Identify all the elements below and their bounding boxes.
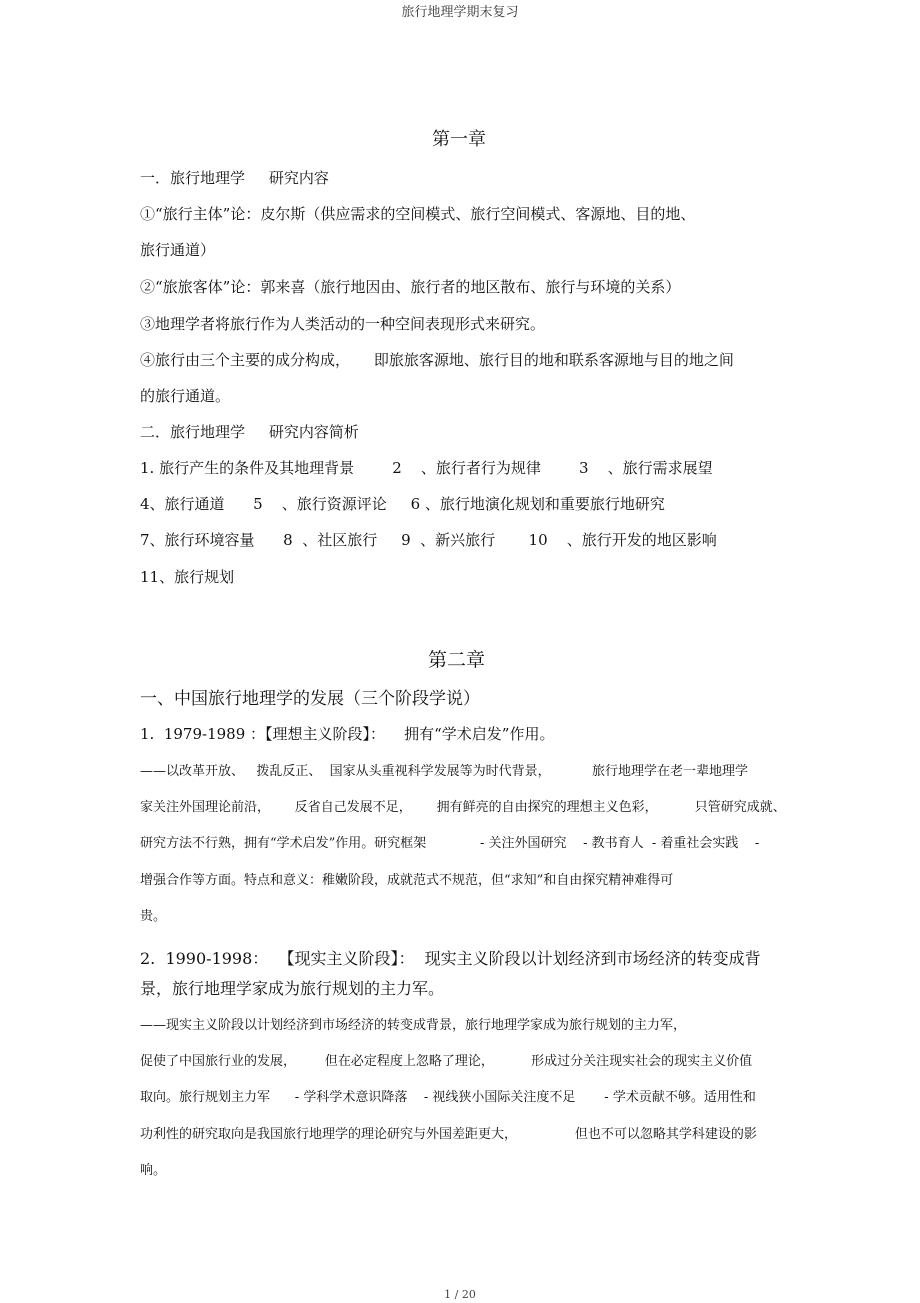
paragraph-line: ②“旅旅客体”论：郭来喜（旅行地因由、旅行者的地区散布、旅行与环境的关系） bbox=[140, 278, 681, 296]
paragraph-line: 的旅行通道。 bbox=[140, 387, 231, 405]
paragraph-line: 旅行通道） bbox=[140, 241, 216, 259]
page-number: 1 / 20 bbox=[444, 1288, 476, 1301]
paragraph-line: 贵。 bbox=[140, 909, 167, 924]
list-line: 1. 旅行产生的条件及其地理背景 2 、旅行者行为规律 3 、旅行需求展望 bbox=[140, 459, 713, 477]
paragraph-line: 取向。旅行规划主力军 - 学科学术意识降落 - 视线狭小国际关注度不足 - 学术贡献不够。适用性和 bbox=[140, 1090, 756, 1105]
paragraph-line: ①“旅行主体”论：皮尔斯（供应需求的空间模式、旅行空间模式、客源地、目的地、 bbox=[140, 205, 696, 223]
paragraph-line: 响。 bbox=[140, 1163, 167, 1178]
chapter-2-subtitle: 一、中国旅行地理学的发展（三个阶段学说） bbox=[140, 689, 480, 709]
section-heading: 一．旅行地理学 研究内容 bbox=[140, 169, 329, 187]
section-heading: 二．旅行地理学 研究内容简析 bbox=[140, 423, 359, 441]
paragraph-line: ③地理学者将旅行作为人类活动的一种空间表现形式来研究。 bbox=[140, 315, 546, 333]
paragraph-line: 研究方法不行熟，拥有“学术启发”作用。研究框架 - 关注外国研究 - 教书育人 - 着重社会实践 - bbox=[140, 836, 760, 851]
chapter-2-title: 第二章 bbox=[428, 649, 486, 671]
stage-2-heading: 2. 1990-1998： 【现实主义阶段】： 现实主义阶段以计划经济到市场经济的转变成背 bbox=[140, 949, 761, 968]
chapter-1-title: 第一章 bbox=[432, 129, 486, 150]
paragraph-line: 促使了中国旅行业的发展， 但在必定程度上忽略了理论， 形成过分关注现实社会的现实主义价值 bbox=[140, 1054, 753, 1069]
paragraph-line: ——现实主义阶段以计划经济到市场经济的转变成背景，旅行地理学家成为旅行规划的主力军， bbox=[140, 1018, 687, 1033]
stage-2-heading: 景，旅行地理学家成为旅行规划的主力军。 bbox=[140, 979, 445, 998]
paragraph-line: ④旅行由三个主要的成分构成， 即旅旅客源地、旅行目的地和联系客源地与目的地之间 bbox=[140, 351, 734, 369]
list-line: 7、旅行环境容量 8 、社区旅行 9 、新兴旅行 10 、旅行开发的地区影响 bbox=[140, 531, 717, 549]
paragraph-line: 增强合作等方面。特点和意义：稚嫩阶段，成就范式不规范，但“求知”和自由探究精神难得可 bbox=[140, 873, 674, 888]
paragraph-line: 功利性的研究取向是我国旅行地理学的理论研究与外国差距更大， 但也不可以忽略其学科建设的影 bbox=[140, 1127, 757, 1142]
page-header: 旅行地理学期末复习 bbox=[401, 5, 519, 20]
paragraph-line: ——以改革开放、 拨乱反正、 国家从头重视科学发展等为时代背景， 旅行地理学在老一辈地理学 bbox=[140, 764, 748, 779]
list-line: 4、旅行通道 5 、旅行资源评论 6 、旅行地演化规划和重要旅行地研究 bbox=[140, 495, 665, 513]
list-line: 11、旅行规划 bbox=[140, 568, 235, 586]
paragraph-line: 家关注外国理论前沿， 反省自己发展不足， 拥有鲜亮的自由探究的理想主义色彩， 只管研究成就、 bbox=[140, 800, 786, 815]
stage-1-heading: 1. 1979-1989 ：【理想主义阶段】： 拥有“学术启发”作用。 bbox=[140, 725, 555, 743]
